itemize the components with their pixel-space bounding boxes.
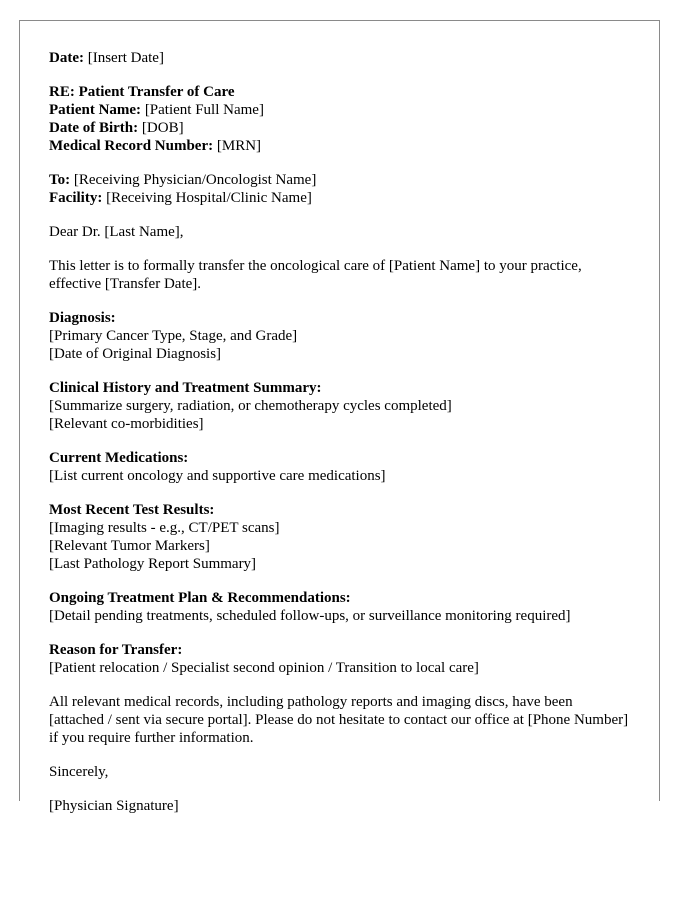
closing-paragraph: All relevant medical records, including pathology reports and imaging discs, have been [attached / sent via secure portal]. Please do not hesitate to contact our office at [Phone Number] if you require further information. [49,694,629,746]
salutation-block [49,223,629,241]
signoff: Sincerely, [49,764,109,780]
tests-line: [Last Pathology Report Summary] [49,556,257,572]
signature-line: [Physician Signature] [49,798,179,814]
diagnosis-line: [Primary Cancer Type, Stage, and Grade] [49,328,298,344]
medications-line: [List current oncology and supportive care medications] [49,468,386,484]
tests-heading: Most Recent Test Results: [49,502,215,518]
patient-name-line [49,101,629,119]
medications-section [49,449,629,485]
mrn-label: Medical Record Number: [49,138,214,154]
re-line: RE: Patient Transfer of Care [49,84,235,100]
mrn-value: [MRN] [216,138,262,154]
date-line [49,49,629,67]
diagnosis-heading: Diagnosis: [49,310,116,326]
to-line [49,171,629,189]
history-section [49,379,629,433]
medications-heading: Current Medications: [49,450,189,466]
letter-body [20,21,659,815]
date-block [49,49,629,67]
to-label: To: [49,172,71,188]
salutation: Dear Dr. [Last Name], [49,224,184,240]
mrn-line [49,137,629,155]
facility-value: [Receiving Hospital/Clinic Name] [106,190,312,206]
facility-label: Facility: [49,190,103,206]
diagnosis-line: [Date of Original Diagnosis] [49,346,222,362]
closing-block [49,693,629,747]
plan-heading: Ongoing Treatment Plan & Recommendations: [49,590,351,606]
reason-line: [Patient relocation / Specialist second opinion / Transition to local care] [49,660,479,676]
facility-line [49,189,629,207]
letter-page [19,20,660,814]
diagnosis-section [49,309,629,363]
plan-section [49,589,629,625]
dob-line [49,119,629,137]
patient-block [49,83,629,155]
tests-section [49,501,629,573]
recipient-block [49,171,629,207]
dob-value: [DOB] [141,120,184,136]
tests-line: [Imaging results - e.g., CT/PET scans] [49,520,280,536]
history-line: [Summarize surgery, radiation, or chemotherapy cycles completed] [49,398,452,414]
tests-line: [Relevant Tumor Markers] [49,538,210,554]
intro-block [49,257,629,293]
history-line: [Relevant co-morbidities] [49,416,204,432]
date-value: [Insert Date] [87,50,164,66]
reason-heading: Reason for Transfer: [49,642,183,658]
plan-line: [Detail pending treatments, scheduled follow-ups, or surveillance monitoring required] [49,608,571,624]
intro-paragraph: This letter is to formally transfer the oncological care of [Patient Name] to your practice, effective [Transfer Date]. [49,258,582,292]
to-value: [Receiving Physician/Oncologist Name] [73,172,317,188]
signoff-block [49,763,629,781]
patient-name-value: [Patient Full Name] [144,102,264,118]
reason-section [49,641,629,677]
dob-label: Date of Birth: [49,120,139,136]
date-label: Date: [49,50,84,66]
signature-block [49,797,629,815]
history-heading: Clinical History and Treatment Summary: [49,380,322,396]
patient-name-label: Patient Name: [49,102,142,118]
